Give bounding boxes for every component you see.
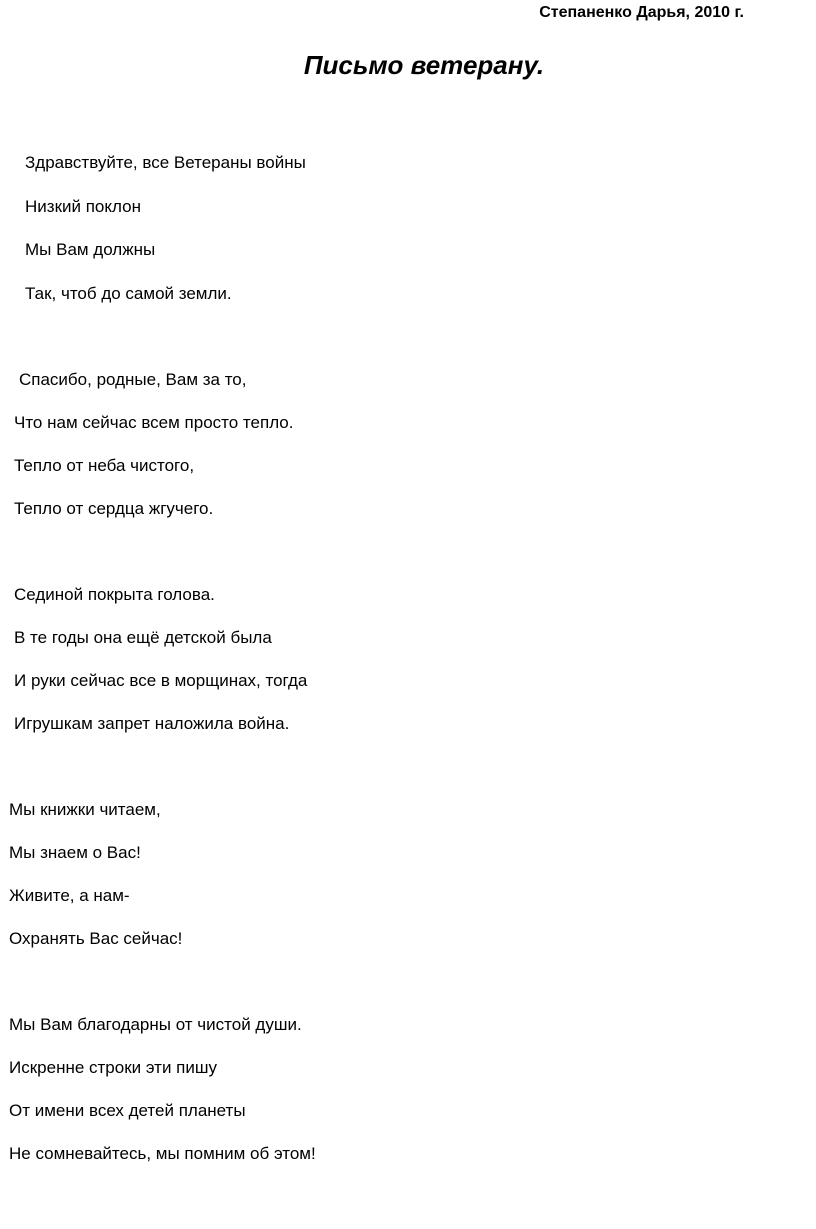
poem-line: Сединой покрыта голова. (14, 585, 215, 604)
poem-line: От имени всех детей планеты (9, 1101, 246, 1120)
poem-line: Живите, а нам- (9, 886, 130, 905)
poem-line: Мы знаем о Вас! (9, 843, 141, 862)
poem-line: И руки сейчас все в морщинах, тогда (14, 671, 308, 690)
poem-line: Охранять Вас сейчас! (9, 929, 183, 948)
poem-line: Спасибо, родные, Вам за то, (19, 370, 247, 389)
poem-title: Письмо ветерану. (303, 50, 545, 80)
poem-line: Игрушкам запрет наложила война. (14, 714, 290, 733)
author-line: Степаненко Дарья, 2010 г. (539, 4, 744, 21)
poem-line: Так, чтоб до самой земли. (25, 284, 232, 303)
poem-line: Тепло от сердца жгучего. (14, 499, 214, 518)
poem-line: Что нам сейчас всем просто тепло. (14, 413, 294, 432)
poem-line: Мы Вам должны (25, 240, 156, 259)
poem-line: Тепло от неба чистого, (14, 456, 195, 475)
poem-line: В те годы она ещё детской была (14, 628, 272, 647)
poem-line: Здравствуйте, все Ветераны войны (25, 153, 306, 172)
poem-line: Низкий поклон (25, 197, 141, 216)
poem-line: Мы Вам благодарны от чистой души. (9, 1015, 302, 1034)
poem-line: Мы книжки читаем, (9, 800, 161, 819)
poem-line: Искренне строки эти пишу (9, 1058, 218, 1077)
poem-line: Не сомневайтесь, мы помним об этом! (9, 1144, 316, 1163)
